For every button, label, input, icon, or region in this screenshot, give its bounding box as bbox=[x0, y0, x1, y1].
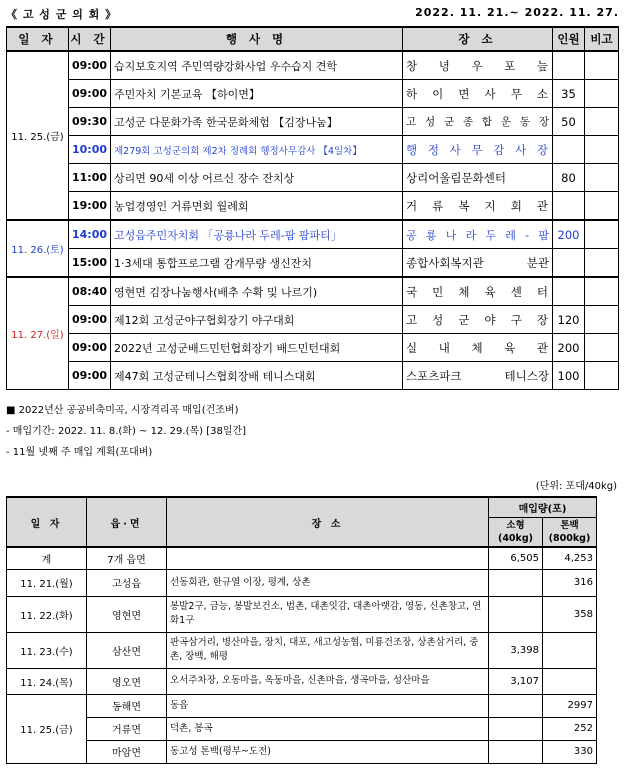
small-cell bbox=[489, 596, 543, 632]
town-cell: 마암면 bbox=[87, 740, 167, 763]
count-cell: 120 bbox=[553, 306, 585, 334]
small-cell bbox=[489, 569, 543, 596]
count-cell: 200 bbox=[553, 334, 585, 362]
small-cell: 3,107 bbox=[489, 668, 543, 694]
time-cell: 10:00 bbox=[69, 136, 111, 164]
note-cell bbox=[585, 80, 619, 108]
note-cell bbox=[585, 306, 619, 334]
event-cell: 제279회 고성군의회 제2차 정례회 행정사무감사 【4일차】 bbox=[111, 136, 403, 164]
event-cell: 주민자치 기본교육 【하이면】 bbox=[111, 80, 403, 108]
total-label: 계 bbox=[7, 547, 87, 569]
note-cell bbox=[585, 164, 619, 192]
event-cell: 농업경영인 거류면회 월례회 bbox=[111, 192, 403, 221]
place-cell: 고 성 군 야 구 장 bbox=[403, 306, 553, 334]
col-large bbox=[543, 517, 597, 547]
note-cell bbox=[585, 249, 619, 278]
town-cell: 고성읍 bbox=[87, 569, 167, 596]
time-cell: 09:00 bbox=[69, 80, 111, 108]
large-cell bbox=[543, 668, 597, 694]
col-small bbox=[489, 517, 543, 547]
town-cell: 삼산면 bbox=[87, 632, 167, 668]
town-cell: 영현면 bbox=[87, 596, 167, 632]
count-cell bbox=[553, 192, 585, 221]
table-row bbox=[7, 668, 597, 694]
place-cell: 종합사회복지관 분관 bbox=[403, 249, 553, 278]
large-label: 톤백 bbox=[560, 519, 579, 531]
place-cell: 덕촌, 봉곡 bbox=[167, 717, 489, 740]
col-count: 인원 bbox=[553, 27, 585, 51]
large-cell: 330 bbox=[543, 740, 597, 763]
event-cell: 2022년 고성군배드민턴협회장기 배드민턴대회 bbox=[111, 334, 403, 362]
date-cell: 11. 21.(월) bbox=[7, 569, 87, 596]
col-date: 일 자 bbox=[7, 497, 87, 547]
time-cell: 09:00 bbox=[69, 334, 111, 362]
table-row bbox=[7, 249, 619, 278]
town-cell: 동해면 bbox=[87, 694, 167, 717]
count-cell bbox=[553, 249, 585, 278]
purchase-header-row bbox=[7, 497, 597, 517]
purchase-table bbox=[6, 496, 597, 764]
note-cell bbox=[585, 136, 619, 164]
place-cell: 공 룡 나 라 두 레 - 팜 bbox=[403, 220, 553, 249]
note-cell bbox=[585, 277, 619, 306]
large-unit: (800kg) bbox=[548, 532, 591, 544]
date-cell: 11. 25.(금) bbox=[7, 694, 87, 763]
total-small: 6,505 bbox=[489, 547, 543, 569]
large-cell: 358 bbox=[543, 596, 597, 632]
notes-heading: ■ 2022년산 공공비축미곡, 시장격리곡 매입(건조벼) bbox=[6, 405, 239, 416]
date-cell: 11. 26.(토) bbox=[7, 220, 69, 277]
event-cell: 고성군 다문화가족 한국문화체험 【김장나눔】 bbox=[111, 108, 403, 136]
purchase-notes bbox=[6, 400, 246, 463]
note-cell bbox=[585, 108, 619, 136]
event-cell: 고성읍주민자치회 「공룡나라 두레-팜 팜파티」 bbox=[111, 220, 403, 249]
col-place: 장 소 bbox=[167, 497, 489, 547]
table-row bbox=[7, 362, 619, 390]
time-cell: 11:00 bbox=[69, 164, 111, 192]
event-cell: 1·3세대 통합프로그램 감개무량 생신잔치 bbox=[111, 249, 403, 278]
note-cell bbox=[585, 334, 619, 362]
small-unit: (40kg) bbox=[497, 532, 534, 544]
event-cell: 상리면 90세 이상 어르신 장수 잔치상 bbox=[111, 164, 403, 192]
table-row bbox=[7, 306, 619, 334]
period-range: 2022. 11. 21.~ 2022. 11. 27. bbox=[415, 6, 619, 19]
date-cell: 11. 22.(화) bbox=[7, 596, 87, 632]
table-row bbox=[7, 108, 619, 136]
table-row bbox=[7, 51, 619, 80]
count-cell bbox=[553, 51, 585, 80]
table-row bbox=[7, 277, 619, 306]
time-cell: 09:00 bbox=[69, 306, 111, 334]
time-cell: 08:40 bbox=[69, 277, 111, 306]
col-time: 시 간 bbox=[69, 27, 111, 51]
time-cell: 19:00 bbox=[69, 192, 111, 221]
total-place bbox=[167, 547, 489, 569]
event-cell: 습지보호지역 주민역량강화사업 우수습지 견학 bbox=[111, 51, 403, 80]
count-cell: 100 bbox=[553, 362, 585, 390]
count-cell: 50 bbox=[553, 108, 585, 136]
total-town: 7개 읍면 bbox=[87, 547, 167, 569]
note-cell bbox=[585, 192, 619, 221]
note-cell bbox=[585, 51, 619, 80]
count-cell: 35 bbox=[553, 80, 585, 108]
place-cell: 스포츠파크 테니스장 bbox=[403, 362, 553, 390]
large-cell: 252 bbox=[543, 717, 597, 740]
place-cell: 봉발2구, 금능, 봉발보건소, 법촌, 대촌잇감, 대촌아랫감, 영동, 신촌창고, 연화1구 bbox=[167, 596, 489, 632]
time-cell: 09:00 bbox=[69, 362, 111, 390]
table-row bbox=[7, 740, 597, 763]
count-cell bbox=[553, 136, 585, 164]
count-cell: 80 bbox=[553, 164, 585, 192]
table-row bbox=[7, 596, 597, 632]
col-date: 일 자 bbox=[7, 27, 69, 51]
note-cell bbox=[585, 362, 619, 390]
unit-label: (단위: 포대/40kg) bbox=[535, 481, 617, 492]
place-cell: 동읍 bbox=[167, 694, 489, 717]
col-note: 비고 bbox=[585, 27, 619, 51]
large-cell: 2997 bbox=[543, 694, 597, 717]
notes-period: - 매입기간: 2022. 11. 8.(화) ~ 12. 29.(목) [38일간] bbox=[6, 426, 247, 437]
date-cell: 11. 23.(수) bbox=[7, 632, 87, 668]
event-cell: 영현면 김장나눔행사(배추 수확 및 나르기) bbox=[111, 277, 403, 306]
place-cell: 창 녕 우 포 늪 bbox=[403, 51, 553, 80]
place-cell: 판곡삼거리, 병산마을, 장치, 대포, 새고성농협, 미룡건조장, 상촌삼거리, 중촌, 장백, 해평 bbox=[167, 632, 489, 668]
table-row bbox=[7, 220, 619, 249]
small-cell bbox=[489, 740, 543, 763]
date-cell: 11. 27.(일) bbox=[7, 277, 69, 390]
note-cell bbox=[585, 220, 619, 249]
time-cell: 09:30 bbox=[69, 108, 111, 136]
total-large: 4,253 bbox=[543, 547, 597, 569]
time-cell: 09:00 bbox=[69, 51, 111, 80]
place-cell: 국 민 체 육 센 터 bbox=[403, 277, 553, 306]
table-row bbox=[7, 192, 619, 221]
place-cell: 선동회관, 한규열 이장, 평계, 상촌 bbox=[167, 569, 489, 596]
total-row bbox=[7, 547, 597, 569]
date-cell: 11. 24.(목) bbox=[7, 668, 87, 694]
place-cell: 행 정 사 무 감 사 장 bbox=[403, 136, 553, 164]
date-cell: 11. 25.(금) bbox=[7, 51, 69, 220]
table-row bbox=[7, 164, 619, 192]
page-header bbox=[6, 4, 619, 22]
schedule-table bbox=[6, 26, 619, 390]
table-row bbox=[7, 569, 597, 596]
place-cell: 상리어울림문화센터 bbox=[403, 164, 553, 192]
town-cell: 영오면 bbox=[87, 668, 167, 694]
large-cell bbox=[543, 632, 597, 668]
small-label: 소형 bbox=[506, 519, 525, 531]
table-row bbox=[7, 80, 619, 108]
col-event: 행 사 명 bbox=[111, 27, 403, 51]
col-place: 장 소 bbox=[403, 27, 553, 51]
place-cell: 하 이 면 사 무 소 bbox=[403, 80, 553, 108]
col-amount: 매입량(포) bbox=[489, 497, 597, 517]
time-cell: 15:00 bbox=[69, 249, 111, 278]
notes-plan: - 11월 넷째 주 매입 계획(포대벼) bbox=[6, 447, 153, 458]
count-cell bbox=[553, 277, 585, 306]
col-town: 읍·면 bbox=[87, 497, 167, 547]
place-cell: 실 내 체 육 관 bbox=[403, 334, 553, 362]
small-cell bbox=[489, 717, 543, 740]
event-cell: 제47회 고성군테니스협회장배 테니스대회 bbox=[111, 362, 403, 390]
time-cell: 14:00 bbox=[69, 220, 111, 249]
small-cell bbox=[489, 694, 543, 717]
table-row bbox=[7, 717, 597, 740]
small-cell: 3,398 bbox=[489, 632, 543, 668]
place-cell: 고 성 군 종 합 운 동 장 bbox=[403, 108, 553, 136]
place-cell: 오서주차장, 오동마을, 옥동마을, 신촌마을, 생곡마을, 성산마을 bbox=[167, 668, 489, 694]
event-cell: 제12회 고성군야구협회장기 야구대회 bbox=[111, 306, 403, 334]
council-title: 《 고 성 군 의 회 》 bbox=[6, 8, 118, 21]
table-row bbox=[7, 334, 619, 362]
table-row bbox=[7, 136, 619, 164]
table-row bbox=[7, 694, 597, 717]
table-row bbox=[7, 632, 597, 668]
town-cell: 거류면 bbox=[87, 717, 167, 740]
place-cell: 동고성 톤백(평부~도전) bbox=[167, 740, 489, 763]
large-cell: 316 bbox=[543, 569, 597, 596]
count-cell: 200 bbox=[553, 220, 585, 249]
place-cell: 거 류 복 지 회 관 bbox=[403, 192, 553, 221]
schedule-header-row bbox=[7, 27, 619, 51]
